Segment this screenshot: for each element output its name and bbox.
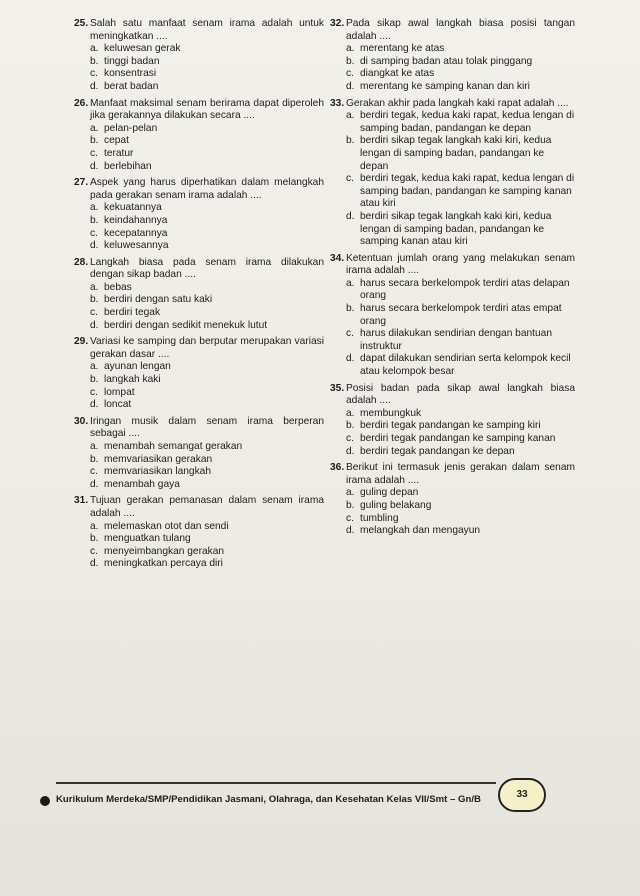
option-text: berdiri tegak, kedua kaki rapat, kedua lengan di samping badan, pandangan ke depan	[360, 110, 575, 134]
answer-options	[346, 487, 575, 537]
option-letter: a.	[90, 441, 99, 452]
option-letter: a.	[90, 43, 99, 55]
option-letter: a.	[346, 277, 355, 289]
option-text: diangkat ke atas	[360, 68, 435, 80]
answer-option	[90, 558, 324, 571]
answer-option	[90, 454, 324, 467]
question-stem	[74, 177, 324, 202]
option-letter: d.	[90, 478, 99, 490]
question-text: Berikut ini termasuk jenis gerakan dalam senam irama adalah ....	[346, 462, 575, 486]
answer-option	[346, 487, 575, 500]
option-letter: b.	[90, 214, 99, 226]
answer-option	[90, 282, 324, 295]
question-stem	[74, 336, 324, 361]
question-item	[330, 98, 575, 249]
option-text: berdiri sikap tegak langkah kaki kiri, kedua lengan di samping badan, pandangan ke depan	[360, 135, 552, 172]
option-text: berdiri dengan satu kaki	[104, 294, 213, 306]
footer-curriculum-text: Kurikulum Merdeka/SMP/Pendidikan Jasmani, Olahraga, dan Kesehatan Kelas VII/Smt – Gn/B	[56, 794, 481, 805]
option-text: pelan-pelan	[104, 122, 158, 134]
option-text: langkah kaki	[104, 374, 161, 386]
option-letter: a.	[90, 361, 99, 373]
option-letter: b.	[346, 499, 355, 511]
option-text: berdiri tegak pandangan ke depan	[360, 445, 515, 457]
option-text: menguatkan tulang	[104, 533, 191, 545]
option-letter: d.	[90, 319, 99, 331]
option-letter: d.	[90, 160, 99, 172]
answer-option	[90, 81, 324, 94]
answer-options	[90, 123, 324, 173]
option-letter: b.	[346, 135, 355, 147]
option-text: berdiri sikap tegak langkah kaki kiri, kedua lengan di samping badan, pandangan ke samping kanan atau kiri	[360, 210, 552, 248]
left-question-column	[74, 18, 324, 575]
option-text: berlebihan	[104, 160, 152, 172]
option-text: berat badan	[104, 80, 159, 92]
answer-option	[90, 56, 324, 69]
answer-option	[346, 525, 575, 538]
answer-option	[346, 56, 575, 69]
option-text: keluwesan gerak	[104, 43, 181, 55]
answer-option	[346, 135, 575, 173]
question-number: 30.	[74, 415, 89, 427]
answer-option	[90, 202, 324, 215]
option-letter: c.	[90, 386, 98, 398]
option-letter: c.	[346, 512, 354, 524]
answer-option	[90, 161, 324, 174]
option-text: cepat	[104, 135, 129, 147]
answer-option	[90, 466, 324, 479]
option-text: teratur	[104, 147, 134, 159]
option-letter: b.	[90, 374, 99, 386]
page-footer	[40, 790, 600, 816]
option-letter: d.	[346, 353, 355, 365]
option-text: kecepatannya	[104, 227, 168, 239]
option-text: merentang ke atas	[360, 43, 445, 55]
option-text: menambah gaya	[104, 478, 180, 490]
option-text: keluwesannya	[104, 240, 169, 252]
question-item	[74, 257, 324, 333]
footer-bullet-icon	[40, 796, 50, 806]
answer-option	[346, 500, 575, 513]
question-number: 25.	[74, 18, 89, 29]
question-item	[74, 495, 324, 571]
question-text: Pada sikap awal langkah biasa posisi tangan adalah ....	[346, 18, 575, 42]
answer-option	[90, 228, 324, 241]
option-text: harus secara berkelompok terdiri atas delapan orang	[360, 277, 570, 302]
option-text: berdiri dengan sedikit menekuk lutut	[104, 319, 268, 331]
question-stem	[330, 253, 575, 278]
answer-option	[90, 533, 324, 546]
option-text: konsentrasi	[104, 68, 157, 80]
option-letter: d.	[90, 80, 99, 92]
option-letter: d.	[90, 399, 99, 411]
answer-options	[90, 361, 324, 411]
question-number: 29.	[74, 336, 89, 348]
option-letter: a.	[346, 110, 355, 122]
option-text: kekuatannya	[104, 202, 162, 214]
question-text: Tujuan gerakan pemanasan dalam senam irama adalah ....	[90, 495, 324, 519]
question-stem	[330, 98, 575, 111]
answer-option	[346, 328, 575, 353]
answer-options	[346, 43, 575, 93]
option-text: harus secara berkelompok terdiri atas empat orang	[360, 303, 562, 327]
option-text: berdiri tegak	[104, 307, 161, 319]
answer-option	[90, 43, 324, 56]
question-text: Manfaat maksimal senam berirama dapat diperoleh jika gerakannya dilakukan secara ....	[90, 97, 324, 122]
option-text: harus dilakukan sendirian dengan bantuan instruktur	[360, 328, 553, 352]
option-letter: c.	[90, 545, 98, 557]
answer-option	[90, 240, 324, 253]
answer-option	[90, 441, 324, 454]
answer-options	[90, 282, 324, 332]
answer-option	[346, 408, 575, 421]
question-number: 36.	[330, 462, 345, 474]
question-number: 31.	[74, 495, 89, 507]
option-letter: d.	[90, 240, 99, 252]
option-text: berdiri tegak pandangan ke samping kanan	[360, 433, 556, 444]
option-letter: c.	[90, 227, 98, 239]
option-letter: c.	[90, 307, 98, 319]
question-number: 26.	[74, 97, 89, 109]
question-text: Aspek yang harus diperhatikan dalam melangkah pada gerakan senam irama adalah ....	[90, 177, 324, 201]
answer-option	[346, 420, 575, 433]
option-text: guling depan	[360, 487, 419, 499]
option-letter: c.	[346, 433, 354, 444]
option-letter: a.	[90, 520, 99, 532]
option-letter: b.	[90, 55, 99, 67]
answer-option	[90, 215, 324, 228]
option-text: menyeimbangkan gerakan	[104, 545, 225, 557]
option-text: memvariasikan langkah	[104, 466, 212, 478]
answer-option	[346, 278, 575, 303]
option-text: meningkatkan percaya diri	[104, 558, 223, 570]
answer-option	[90, 123, 324, 136]
answer-options	[346, 110, 575, 249]
answer-option	[90, 135, 324, 148]
question-text: Ketentuan jumlah orang yang melakukan senam irama adalah ....	[346, 252, 575, 277]
option-letter: d.	[346, 210, 355, 222]
answer-option	[90, 399, 324, 412]
answer-option	[346, 513, 575, 526]
option-text: keindahannya	[104, 214, 168, 226]
question-item	[74, 336, 324, 412]
answer-options	[90, 441, 324, 491]
question-number: 33.	[330, 97, 345, 109]
option-letter: b.	[90, 294, 99, 306]
question-stem	[330, 383, 575, 408]
option-text: menambah semangat gerakan	[104, 441, 243, 452]
question-number: 34.	[330, 252, 345, 264]
question-number: 28.	[74, 256, 89, 268]
option-text: melangkah dan mengayun	[360, 525, 481, 537]
answer-option	[90, 546, 324, 559]
option-text: berdiri tegak, kedua kaki rapat, kedua lengan di samping badan, pandangan ke samping kanan atau kiri	[360, 173, 575, 210]
option-letter: c.	[346, 68, 354, 80]
question-stem	[330, 462, 575, 487]
right-question-column	[330, 18, 575, 542]
answer-option	[90, 307, 324, 320]
question-text: Gerakan akhir pada langkah kaki rapat adalah ....	[346, 97, 569, 109]
answer-option	[346, 68, 575, 81]
question-item	[74, 18, 324, 94]
option-letter: d.	[346, 80, 355, 92]
answer-option	[90, 148, 324, 161]
answer-option	[90, 320, 324, 333]
question-stem	[74, 18, 324, 43]
option-text: lompat	[104, 386, 135, 398]
answer-option	[90, 479, 324, 492]
option-text: dapat dilakukan sendirian serta kelompok kecil atau kelompok besar	[360, 353, 571, 378]
question-number: 27.	[74, 177, 89, 189]
question-stem	[74, 98, 324, 123]
question-item	[330, 462, 575, 538]
option-text: merentang ke samping kanan dan kiri	[360, 80, 530, 92]
option-letter: a.	[90, 202, 99, 214]
question-stem	[74, 416, 324, 441]
question-text: Variasi ke samping dan berputar merupakan variasi gerakan dasar ....	[90, 336, 324, 360]
option-letter: a.	[346, 43, 355, 55]
answer-option	[346, 433, 575, 446]
option-letter: c.	[346, 328, 354, 340]
question-number: 35.	[330, 382, 345, 394]
answer-option	[346, 81, 575, 94]
page-number-badge: 33	[498, 778, 546, 812]
question-item	[330, 18, 575, 94]
footer-rule	[56, 782, 496, 784]
option-text: di samping badan atau tolak pinggang	[360, 55, 533, 67]
answer-option	[346, 211, 575, 249]
answer-option	[90, 521, 324, 534]
option-letter: b.	[90, 533, 99, 545]
answer-option	[346, 43, 575, 56]
answer-option	[90, 294, 324, 307]
option-text: membungkuk	[360, 407, 422, 419]
option-text: bebas	[104, 281, 132, 293]
answer-option	[90, 374, 324, 387]
option-text: berdiri tegak pandangan ke samping kiri	[360, 420, 541, 432]
option-letter: c.	[346, 173, 354, 185]
option-text: memvariasikan gerakan	[104, 453, 213, 465]
option-letter: b.	[346, 55, 355, 67]
question-text: Posisi badan pada sikap awal langkah biasa adalah ....	[346, 382, 575, 407]
answer-options	[346, 408, 575, 458]
option-letter: a.	[346, 407, 355, 419]
question-text: Langkah biasa pada senam irama dilakukan dengan sikap badan ....	[90, 256, 324, 281]
answer-option	[346, 353, 575, 378]
option-text: loncat	[104, 399, 132, 411]
option-letter: c.	[90, 68, 98, 80]
option-letter: b.	[346, 420, 355, 432]
option-letter: d.	[346, 445, 355, 457]
answer-options	[90, 521, 324, 571]
question-stem	[74, 257, 324, 282]
question-item	[74, 98, 324, 174]
option-text: tinggi badan	[104, 55, 160, 67]
question-item	[330, 253, 575, 379]
option-letter: d.	[90, 558, 99, 570]
question-item	[74, 416, 324, 492]
answer-options	[90, 43, 324, 93]
answer-option	[346, 110, 575, 135]
option-text: guling belakang	[360, 499, 432, 511]
option-letter: b.	[90, 135, 99, 147]
option-letter: a.	[90, 281, 99, 293]
option-text: melemaskan otot dan sendi	[104, 520, 229, 532]
option-letter: c.	[90, 466, 98, 478]
answer-option	[346, 173, 575, 211]
option-letter: a.	[90, 122, 99, 134]
option-letter: c.	[90, 147, 98, 159]
answer-option	[346, 446, 575, 459]
option-letter: a.	[346, 487, 355, 499]
question-item	[330, 383, 575, 459]
answer-option	[90, 387, 324, 400]
question-item	[74, 177, 324, 253]
option-letter: b.	[90, 453, 99, 465]
answer-options	[346, 278, 575, 379]
answer-option	[90, 68, 324, 81]
option-text: ayunan lengan	[104, 361, 171, 373]
question-stem	[330, 18, 575, 43]
option-letter: b.	[346, 303, 355, 315]
question-number: 32.	[330, 18, 345, 29]
question-text: Salah satu manfaat senam irama adalah untuk meningkatkan ....	[90, 18, 324, 42]
answer-option	[346, 303, 575, 328]
answer-option	[90, 361, 324, 374]
question-text: Iringan musik dalam senam irama berperan sebagai ....	[90, 415, 324, 440]
option-text: tumbling	[360, 512, 399, 524]
question-stem	[74, 495, 324, 520]
answer-options	[90, 202, 324, 252]
option-letter: d.	[346, 525, 355, 537]
